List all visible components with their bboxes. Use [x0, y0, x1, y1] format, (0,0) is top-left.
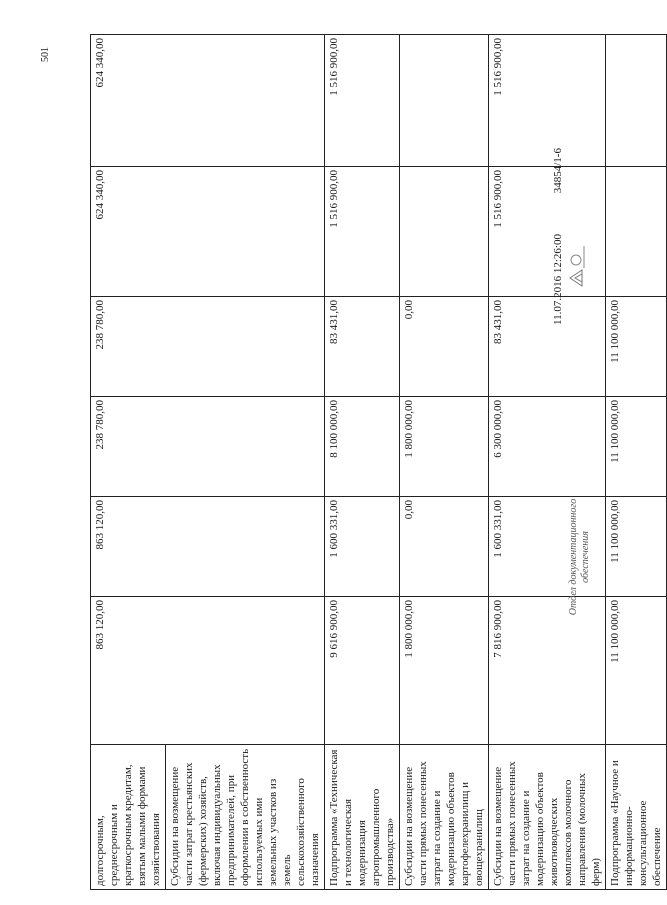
- page-number: 501: [40, 47, 51, 62]
- cell-v5: 624 340,00: [91, 167, 325, 297]
- cell-v6: 1 516 900,00: [489, 35, 606, 167]
- footer: [552, 148, 564, 325]
- table-row: [325, 35, 400, 890]
- cell-v4: 238 780,00: [91, 297, 325, 397]
- cell-v2: 1 600 331,00: [325, 497, 400, 597]
- cell-v3: 8 100 000,00: [325, 397, 400, 497]
- cell-v6: [400, 35, 489, 167]
- stamp-line: обеспечения: [580, 531, 591, 583]
- emblem-icon: [564, 244, 586, 290]
- table-row: [489, 35, 606, 890]
- cell-v1: 1 800 000,00: [400, 597, 489, 745]
- rotated-content: [90, 35, 663, 890]
- budget-table: [90, 34, 667, 890]
- footer-doc-code: 34854/1-6: [552, 148, 564, 194]
- cell-v2: 0,00: [400, 497, 489, 597]
- cell-v6: 624 340,00: [91, 35, 325, 167]
- cell-v4: 83 431,00: [489, 297, 606, 397]
- department-stamp: [568, 492, 592, 622]
- cell-v3: 11 100 000,00: [606, 397, 667, 497]
- cell-v1: 11 100 000,00: [606, 597, 667, 745]
- cell-v4: 0,00: [400, 297, 489, 397]
- cell-v1: 863 120,00: [91, 597, 325, 745]
- row-name: долгосрочным, среднесрочным и краткосрочным кредитам, взятым малыми формами хозяйствования: [91, 745, 166, 890]
- stamp-line: Отдел документационного: [568, 498, 579, 616]
- cell-v2: 863 120,00: [91, 497, 325, 597]
- row-name: Субсидии на возмещение части прямых понесенных затрат на создание и модернизацию объектов животноводческих комплексов молочного направления (молочных ферм): [489, 745, 606, 890]
- cell-v3: 238 780,00: [91, 397, 325, 497]
- cell-v3: 1 800 000,00: [400, 397, 489, 497]
- row-name: Субсидии на возмещение части затрат крестьянских (фермерских) хозяйств, включая индивидуальных предпринимателей, при оформлении в собственность используемых ими земельных участков из земель сельскохозяйственного назначения: [166, 745, 325, 890]
- cell-v4: 11 100 000,00: [606, 297, 667, 397]
- cell-v2: 1 600 331,00: [489, 497, 606, 597]
- row-name: Субсидии на возмещение части прямых понесенных затрат на создание и модернизацию объектов картофелехранилищ и овощехранилищ: [400, 745, 489, 890]
- footer-timestamp: 11.07.2016 12:26:00: [552, 234, 564, 325]
- cell-v3: 6 300 000,00: [489, 397, 606, 497]
- cell-v5: [400, 167, 489, 297]
- table-row: [400, 35, 489, 890]
- cell-v6: [606, 35, 667, 167]
- cell-v5: 1 516 900,00: [489, 167, 606, 297]
- cell-v6: 1 516 900,00: [325, 35, 400, 167]
- row-name: Подпрограмма «Научное и информационно-консультационное обеспечение: [606, 745, 667, 890]
- table-row: [606, 35, 667, 890]
- cell-v5: 1 516 900,00: [325, 167, 400, 297]
- cell-v2: 11 100 000,00: [606, 497, 667, 597]
- table-row: [91, 35, 166, 890]
- cell-v4: 83 431,00: [325, 297, 400, 397]
- cell-v1: 9 616 900,00: [325, 597, 400, 745]
- cell-v1: 7 816 900,00: [489, 597, 606, 745]
- cell-v5: [606, 167, 667, 297]
- row-name: Подпрограмма «Техническая и технологическая модернизация агропромышленного производства»: [325, 745, 400, 890]
